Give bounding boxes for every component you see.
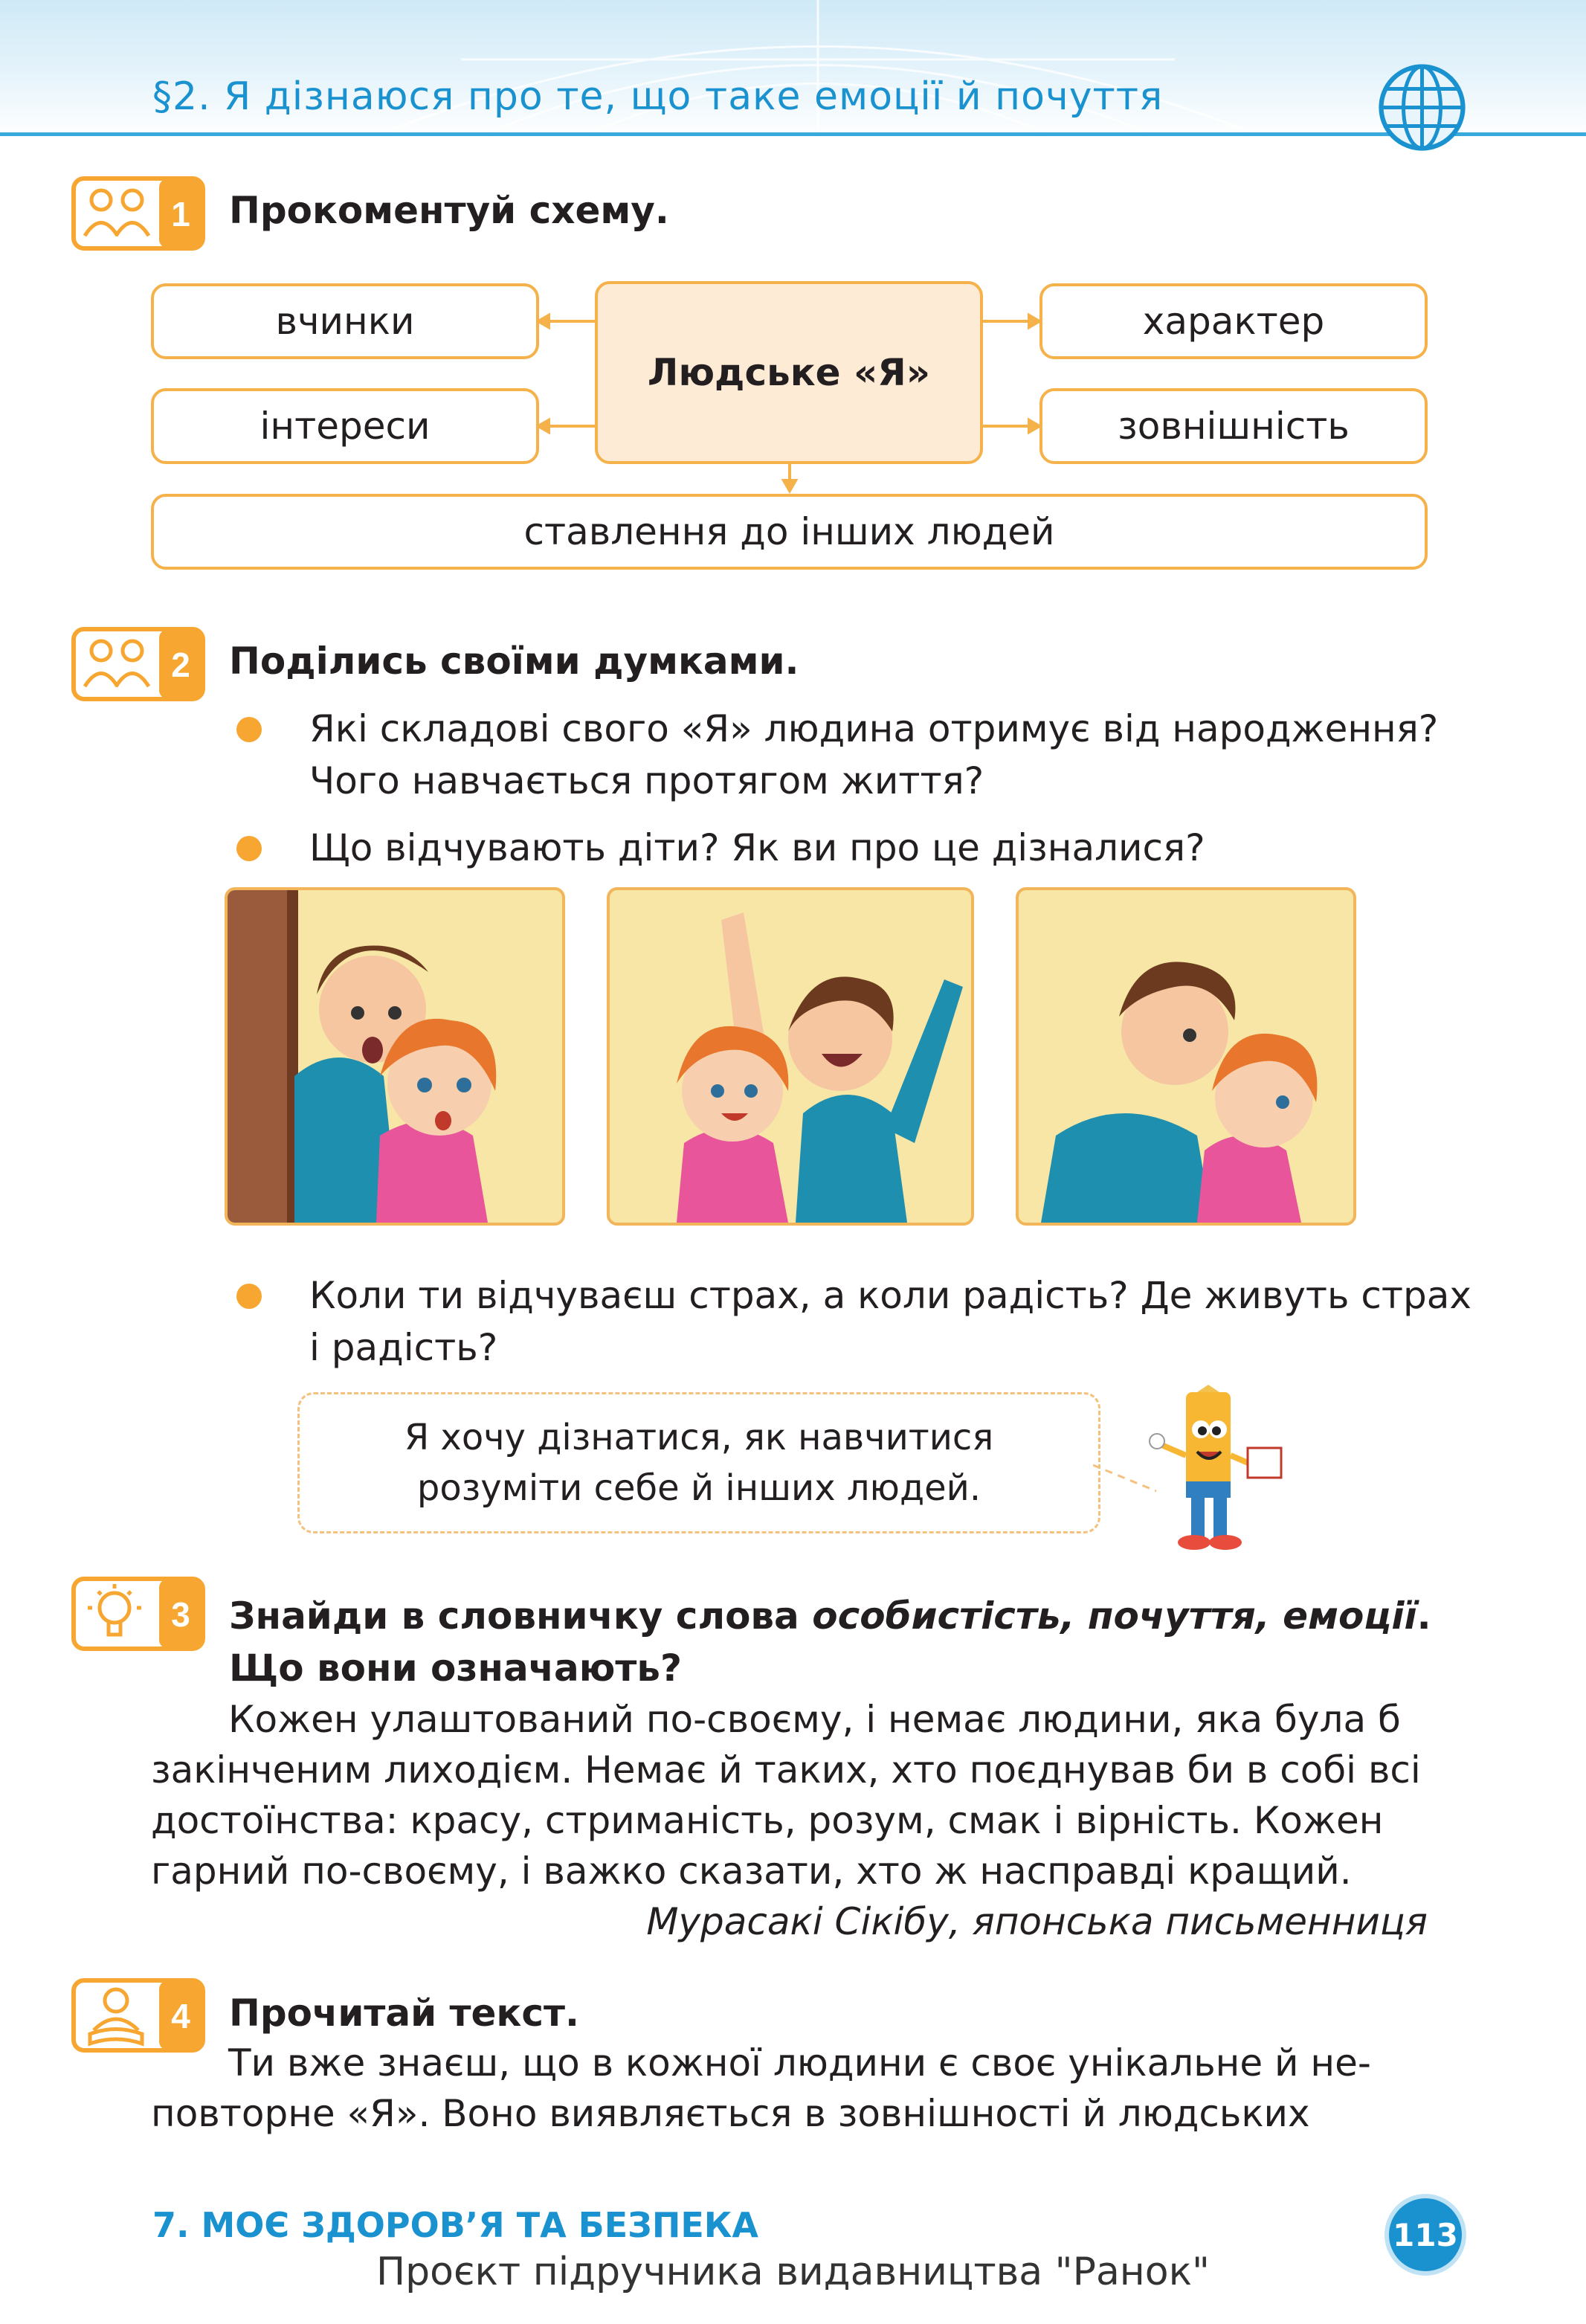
task-4-line-2: повторне «Я». Воно виявляється в зовнішності й людських (151, 2092, 1310, 2135)
task-2-title: Поділись своїми думками. (229, 640, 799, 683)
task-4-text (151, 2038, 1428, 2139)
scheme-box-character: характер (1039, 283, 1428, 359)
task-3-title-terms: особистість, почуття, емоції (812, 1594, 1417, 1638)
quote-line-2: закінченим лиходієм. Немає й таких, хто поєднував би в собі всі (151, 1748, 1421, 1792)
picture-surprised-children (225, 887, 565, 1226)
picture-curious-children (1016, 887, 1356, 1226)
question-1 (309, 703, 1438, 807)
speech-line-2: розуміти себе й інших людей. (416, 1467, 981, 1509)
section-title: §2. Я дізнаюся про те, що таке емоції й почуття (152, 74, 1164, 119)
page-number: 113 (1384, 2194, 1466, 2276)
task-3-title (229, 1590, 1431, 1694)
quote-author: Мурасакі Сікібу, японська письменниця (646, 1900, 1428, 1943)
question-1-line-1: Які складові свого «Я» людина отримує від народження? (309, 707, 1439, 750)
quote-line-4: гарний по-своєму, і важко сказати, хто ж насправді кращий. (151, 1850, 1352, 1893)
bullet (236, 836, 262, 861)
task-number: 2 (171, 646, 190, 684)
question-3-line-1: Коли ти відчуваєш страх, а коли радість? Де живуть страх (309, 1274, 1471, 1317)
quote-text (151, 1694, 1428, 1947)
bullet (236, 717, 262, 742)
task-1-title: Прокоментуй схему. (229, 189, 669, 232)
speech-line-1: Я хочу дізнатися, як навчитися (404, 1417, 994, 1458)
quote-line-3: достоїнства: красу, стриманість, розум, смак і вірність. Кожен (151, 1799, 1384, 1842)
scheme-box-actions: вчинки (151, 283, 539, 359)
task-number: 4 (171, 1997, 190, 2035)
task-3-title-end: . (1416, 1594, 1431, 1638)
task-4-title: Прочитай текст. (229, 1992, 579, 2035)
bullet (236, 1284, 262, 1309)
task-3-title-plain: Знайди в словничку слова (229, 1594, 813, 1638)
lightbulb-icon (71, 1577, 205, 1651)
picture-happy-children (607, 887, 974, 1226)
task-number: 3 (171, 1595, 190, 1634)
scheme-box-interests: інтереси (151, 388, 539, 464)
task-4-line-1: Ти вже знаєш, що в кожної людини є своє унікальне й не- (228, 2041, 1371, 2085)
pencil-mascot-icon (1138, 1385, 1286, 1563)
question-1-line-2: Чого навчається протягом життя? (309, 759, 984, 802)
scheme-center: Людське «Я» (595, 281, 983, 464)
task-3-title-line-2: Що вони означають? (229, 1647, 682, 1690)
footer-section-title: 7. МОЄ ЗДОРОВ’Я ТА БЕЗПЕКА (152, 2205, 758, 2245)
scheme-box-attitude: ставлення до інших людей (151, 494, 1428, 570)
group-discussion-icon (71, 627, 205, 701)
footer-credit: Проєкт підручника видавництва "Ранок" (376, 2250, 1210, 2294)
scheme-box-appearance: зовнішність (1039, 388, 1428, 464)
quote-line-1: Кожен улаштований по-своєму, і немає людини, яка була б (228, 1698, 1401, 1741)
speech-bubble (297, 1392, 1100, 1533)
question-2: Що відчувають діти? Як ви про це дізналися? (309, 826, 1205, 869)
task-number: 1 (171, 195, 190, 234)
question-3 (309, 1269, 1471, 1374)
question-3-line-2: і радість? (309, 1326, 498, 1369)
